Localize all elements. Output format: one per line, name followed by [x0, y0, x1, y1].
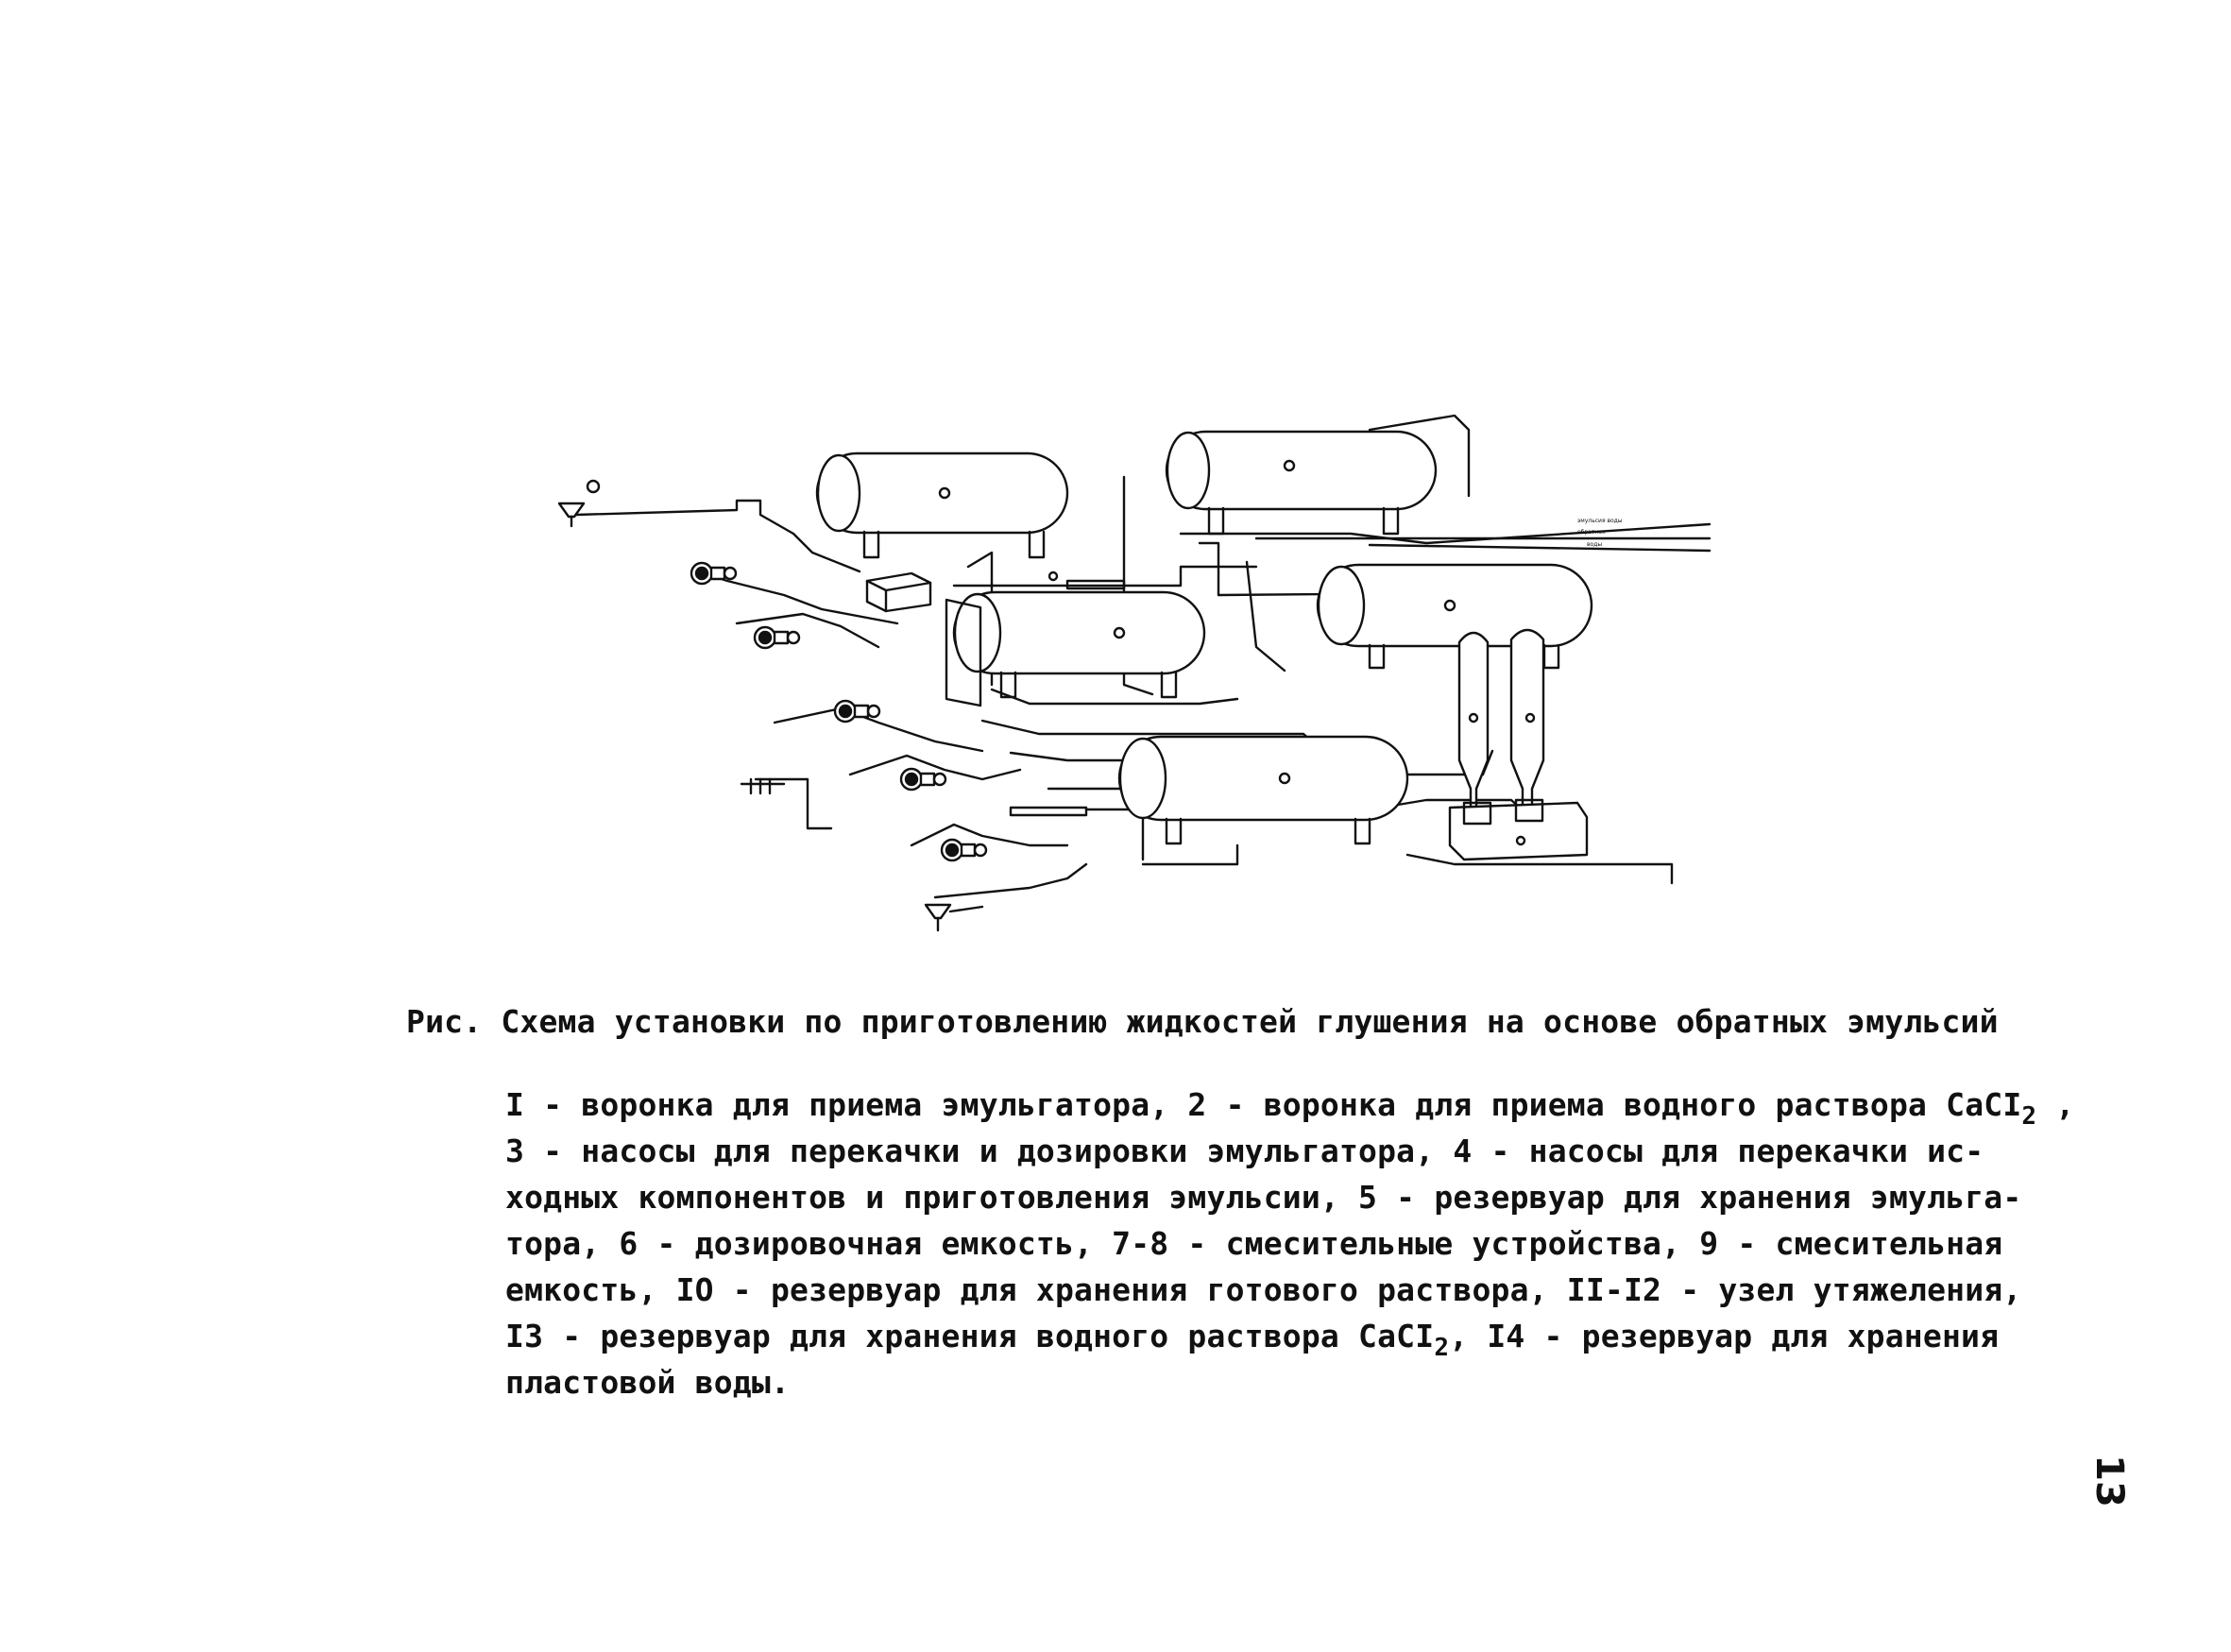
tank-13: [1167, 432, 1436, 534]
tank-14: [1318, 565, 1592, 668]
legend-line-5: емкость, IO - резервуар для хранения готового раствора, II-I2 - узел утяжеления,: [505, 1271, 2022, 1308]
tank-5: [817, 453, 1067, 557]
page-number: 13: [2086, 1455, 2131, 1507]
tank-9: [946, 592, 1204, 706]
funnel-1-icon: [559, 481, 599, 526]
legend-line-2: 3 - насосы для перекачки и дозировки эмульгатора, 4 - насосы для перекачки ис-: [505, 1133, 1984, 1169]
legend-line-1: I - воронка для приема эмульгатора, 2 - воронка для приема водного раствора CaCI$_2$ ,: [505, 1086, 2075, 1131]
pipe-label-3: воды: [1587, 541, 1603, 548]
legend-line-7: пластовой воды.: [505, 1364, 791, 1401]
legend-line-3: ходных компонентов и приготовления эмульсии, 5 - резервуар для хранения эмульга-: [505, 1179, 2022, 1216]
pipe-label-2: обратная: [1577, 529, 1606, 536]
funnel-2-icon: [926, 905, 982, 930]
dosing-vessel-6: [867, 573, 930, 611]
figure-caption: Рис. Схема установки по приготовлению жидкостей глушения на основе обратных эмульсий: [406, 1003, 1999, 1040]
weighting-unit-11-12: [1450, 630, 1587, 860]
legend-line-4: тора, 6 - дозировочная емкость, 7-8 - смесительные устройства, 9 - смесительная: [505, 1225, 2003, 1262]
pipe-label-1: эмульсия воды: [1577, 518, 1623, 524]
manifold-icon: [741, 779, 784, 793]
tank-10: [1119, 737, 1407, 843]
figure-legend: [505, 1081, 2075, 1405]
installation-scheme-diagram: [538, 373, 1729, 940]
pump-icons: [691, 563, 986, 860]
legend-line-6: I3 - резервуар для хранения водного раствора CaCI$_2$, I4 - резервуар для хранения: [505, 1318, 2000, 1362]
